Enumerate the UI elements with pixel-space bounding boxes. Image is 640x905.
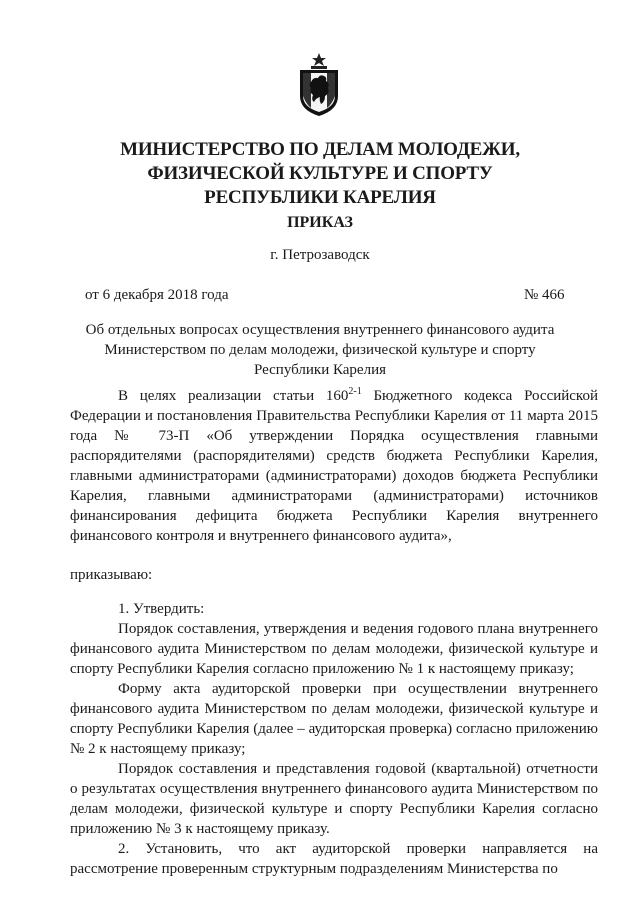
karelia-coat-of-arms-icon <box>297 52 341 118</box>
document-number: № 466 <box>524 287 565 303</box>
document-subject <box>70 320 570 380</box>
item-1-paragraph-1: Порядок составления, утверждения и ведения годового плана внутреннего финансового аудита Министерством по делам молодежи, физической культуре и спорту Республики Карелия согласно приложению № 1 к настоящему приказу; <box>70 621 598 677</box>
item-1-paragraph-3: Порядок составления и представления годовой (квартальной) отчетности о результатах осуществления внутреннего финансового аудита Министерством по делам молодежи, физической культуре и спорту Республики Карелия согласно приложению № 3 к настоящему приказу. <box>70 761 598 837</box>
subject-line-1: Об отдельных вопросах осуществления внутреннего финансового аудита <box>85 322 555 338</box>
document-body <box>70 386 598 879</box>
item-1-title: 1. Утвердить: <box>118 601 205 617</box>
article-superscript: 2-1 <box>348 386 362 397</box>
organization-name <box>60 138 580 210</box>
subject-line-2: Министерством по делам молодежи, физической культуре и спорту <box>104 342 536 358</box>
item-1-paragraph-2: Форму акта аудиторской проверки при осуществлении внутреннего финансового аудита Министерством по делам молодежи, физической культуре и спорту Республики Карелия (далее – аудиторская проверка) согласно приложению № 2 к настоящему приказу; <box>70 681 598 757</box>
item-2-paragraph: 2. Установить, что акт аудиторской проверки направляется на рассмотрение проверенным структурным подразделениям Министерства по <box>70 841 598 877</box>
preamble-text-end: Бюджетного кодекса Российской Федерации и постановления Правительства Республики Карелия от 11 марта 2015 года № 73-П «Об утверждении Порядка осуществления главными распорядителями (распорядителями) средств бюджета Республики Карелия, главными администраторами (администраторами) доходов бюджета Республики Карелия, главными администраторами (администраторами) источников финансирования дефицита бюджета Республики Карелия внутреннего финансового контроля и внутреннего финансового аудита», <box>70 388 598 544</box>
org-line-3: РЕСПУБЛИКИ КАРЕЛИЯ <box>204 187 436 208</box>
org-line-1: МИНИСТЕРСТВО ПО ДЕЛАМ МОЛОДЕЖИ, <box>120 139 520 160</box>
org-line-2: ФИЗИЧЕСКОЙ КУЛЬТУРЕ И СПОРТУ <box>147 163 493 184</box>
document-type: ПРИКАЗ <box>287 214 353 231</box>
subject-line-3: Республики Карелия <box>253 362 387 378</box>
city: г. Петрозаводск <box>270 247 370 263</box>
document-date: от 6 декабря 2018 года <box>85 287 229 303</box>
order-word: приказываю: <box>70 567 153 583</box>
preamble-paragraph <box>70 386 598 546</box>
preamble-text-start: В целях реализации статьи 160 <box>118 388 349 404</box>
